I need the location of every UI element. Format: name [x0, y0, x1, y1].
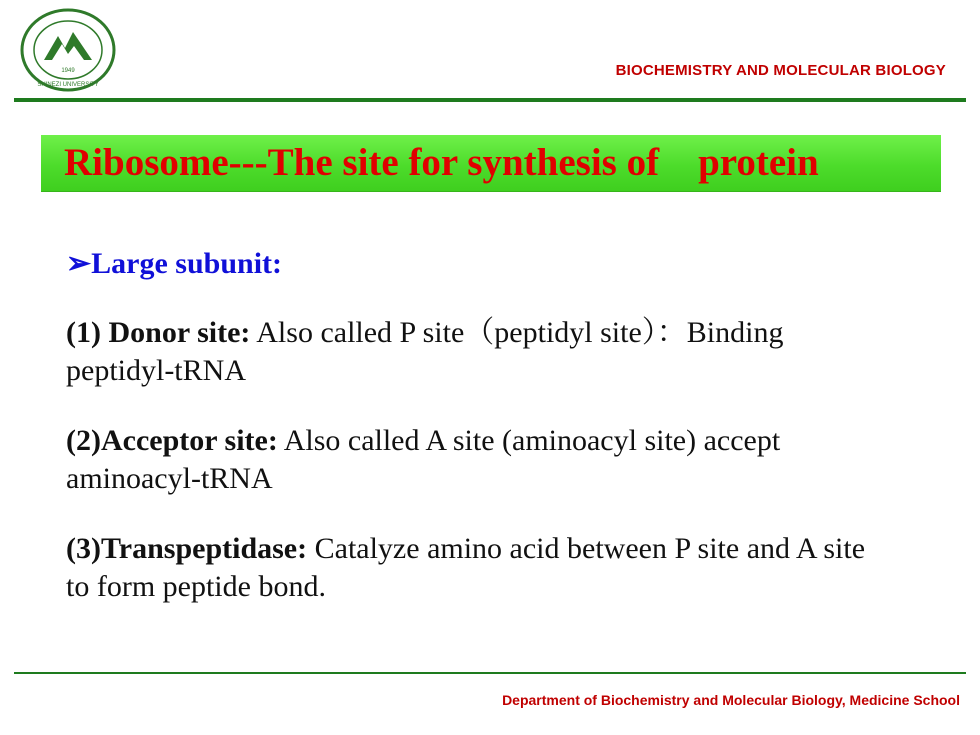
subheading: ➢Large subunit:: [66, 247, 283, 280]
university-seal-icon: [18, 8, 118, 92]
list-item: [66, 422, 886, 498]
footer-text: Department of Biochemistry and Molecular Biology, Medicine School: [502, 692, 960, 708]
list-item: [66, 314, 886, 390]
item-label: (2)Acceptor site:: [66, 424, 278, 457]
svg-text:1949: 1949: [61, 68, 75, 74]
footer-divider: [14, 672, 966, 674]
header-title: BIOCHEMISTRY AND MOLECULAR BIOLOGY: [615, 62, 946, 79]
item-text: Catalyze amino acid between P site and A site to form peptide bond.: [66, 532, 866, 603]
header-divider: [14, 98, 966, 102]
item-label: (1) Donor site:: [66, 316, 251, 349]
item-text: Also called A site (aminoacyl site) accept aminoacyl-tRNA: [66, 424, 781, 495]
slide-title: Ribosome---The site for synthesis of protein: [64, 141, 819, 184]
item-text: Also called P site（peptidyl site）：Binding peptidyl-tRNA: [66, 316, 784, 387]
svg-text:SHINEZI UNIVERSITY: SHINEZI UNIVERSITY: [37, 82, 99, 88]
item-label: (3)Transpeptidase:: [66, 532, 308, 565]
list-item: [66, 530, 886, 606]
